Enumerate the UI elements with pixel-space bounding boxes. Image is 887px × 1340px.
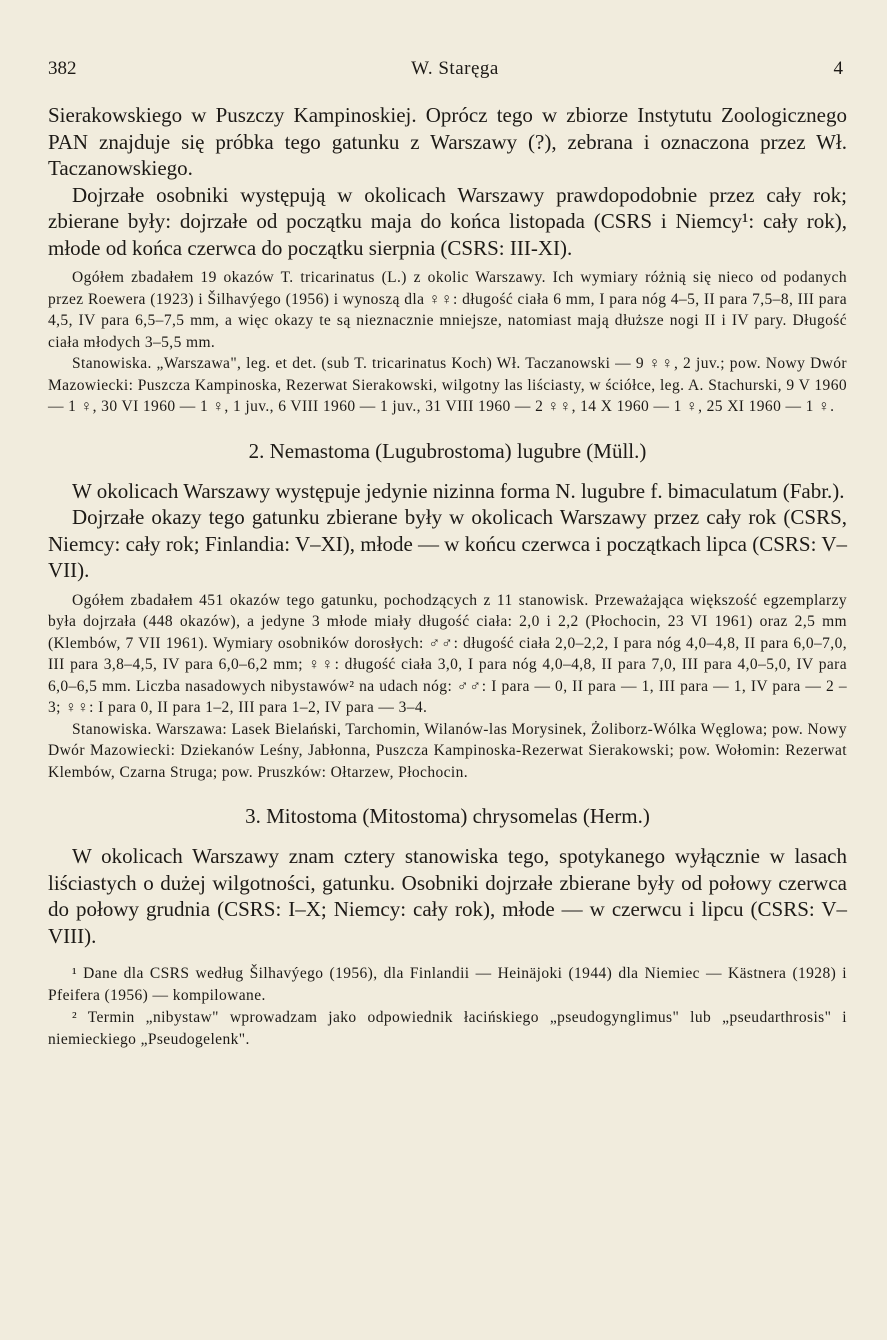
paragraph-localities: Stanowiska. „Warszawa", leg. et det. (sub T. tricarinatus Koch) Wł. Taczanowski — 9 ♀♀, 2 juv.; pow. Nowy Dwór Mazowiecki: Puszcza Kampinoska, Rezerwat Sierakowski, wilgotny las liściasty, w ściółce, leg. A. Stachurski, 9 V 1960 — 1 ♀, 30 VI 1960 — 1 ♀, 1 juv., 6 VIII 1960 — 1 juv., 31 VIII 1960 — 2 ♀♀, 14 X 1960 — 1 ♀, 25 XI 1960 — 1 ♀. bbox=[48, 355, 847, 415]
footnote-separator bbox=[48, 949, 847, 963]
paragraph-mitostoma: W okolicach Warszawy znam cztery stanowiska tego, spotykanego wyłącznie w lasach liściastych o dużej wilgotności, gatunku. Osobniki dojrzałe zbierane były od połowy czerwca do połowy grudnia (CSRS: I–X; Niemcy: cały rok), młode — w czerwcu i lipcu (CSRS: V–VIII). bbox=[48, 844, 847, 948]
paragraph-maturity: Dojrzałe osobniki występują w okolicach Warszawy prawdopodobnie przez cały rok; zbierane były: dojrzałe od początku maja do końca listopada (CSRS i Niemcy¹: cały rok), młode od końca czerwca do początku sierpnia (CSRS: III-XI). bbox=[48, 182, 847, 260]
issue-number: 4 bbox=[833, 58, 843, 79]
footnote-2: ² Termin „nibystaw" wprowadzam jako odpowiednik łacińskiego „pseudogynglimus" lub „pseudarthrosis" i niemieckiego „Pseudogelenk". bbox=[48, 1009, 847, 1048]
paragraph-continuation: Sierakowskiego w Puszczy Kampinoskiej. Oprócz tego w zbiorze Instytutu Zoologicznego PAN znajduje się próbka tego gatunku z Warszawy (?), zebrana i oznaczona przez Wł. Taczanowskiego. bbox=[48, 103, 847, 180]
paragraph-form: W okolicach Warszawy występuje jedynie nizinna forma N. lugubre f. bimaculatum (Fabr.). bbox=[72, 478, 845, 503]
paragraph-measurements: Ogółem zbadałem 19 okazów T. tricarinatus (L.) z okolic Warszawy. Ich wymiary różnią się nieco od podanych przez Roewera (1923) i Šilhavýego (1956) i wynoszą dla ♀♀: długość ciała 6 mm, I para nóg 4–5, II para 7,5–8, III para 4,5, IV para 6,5–7,5 mm, a więc okazy te są nieznacznie mniejsze, natomiast mają dłuższe nogi II i IV pary. Długość ciała młodych 3–5,5 mm. bbox=[48, 269, 847, 351]
section-heading-3: 3. Mitostoma (Mitostoma) chrysomelas (Herm.) bbox=[245, 804, 650, 828]
paragraph-stations: Stanowiska. Warszawa: Lasek Bielański, Tarchomin, Wilanów-las Morysinek, Żoliborz-Wólka Węglowa; pow. Nowy Dwór Mazowiecki: Dziekanów Leśny, Jabłonna, Puszcza Kampinoska-Rezerwat Sierakowski; pow. Wołomin: Rezerwat Klembów, Czarna Struga; pow. Pruszków: Ołtarzew, Płochocin. bbox=[48, 720, 847, 781]
page-number: 382 bbox=[48, 58, 77, 79]
footnote-1: ¹ Dane dla CSRS według Šilhavýego (1956), dla Finlandii — Heinäjoki (1944) dla Niemiec — Kästnera (1928) i Pfeifera (1956) — kompilowane. bbox=[48, 965, 847, 1004]
paragraph-collection-period: Dojrzałe okazy tego gatunku zbierane były w okolicach Warszawy przez cały rok (CSRS, Niemcy: cały rok; Finlandia: V–XI), młode — w końcu czerwca i początkach lipca (CSRS: V–VII). bbox=[48, 505, 847, 582]
paragraph-specimens: Ogółem zbadałem 451 okazów tego gatunku, pochodzących z 11 stanowisk. Przeważająca większość egzemplarzy była dojrzała (448 okazów), a jedyne 3 młode miały długość ciała: 2,0 i 2,2 (Płochocin, 23 VI 1961) oraz 2,5 mm (Klembów, 7 VII 1961). Wymiary osobników dorosłych: ♂♂: długość ciała 2,0–2,2, I para nóg 4,0–4,8, II para 6,0–7,0, III para 3,8–4,5, IV para 6,0–6,2 mm; ♀♀: długość ciała 3,0, I para nóg 4,0–4,8, II para 7,0, III para 4,0–5,0, IV para 6,0–6,5 mm. Liczba nasadowych nibystawów² na udach nóg: ♂♂: I para — 0, II para — 1, III para — 1, IV para — 2 – 3; ♀♀: I para 0, II para 1–2, III para 1–2, IV para — 3–4. bbox=[48, 591, 847, 716]
section-heading-2: 2. Nemastoma (Lugubrostoma) lugubre (Müll.) bbox=[248, 438, 647, 463]
running-title: W. Staręga bbox=[411, 58, 499, 79]
running-header bbox=[48, 58, 847, 80]
